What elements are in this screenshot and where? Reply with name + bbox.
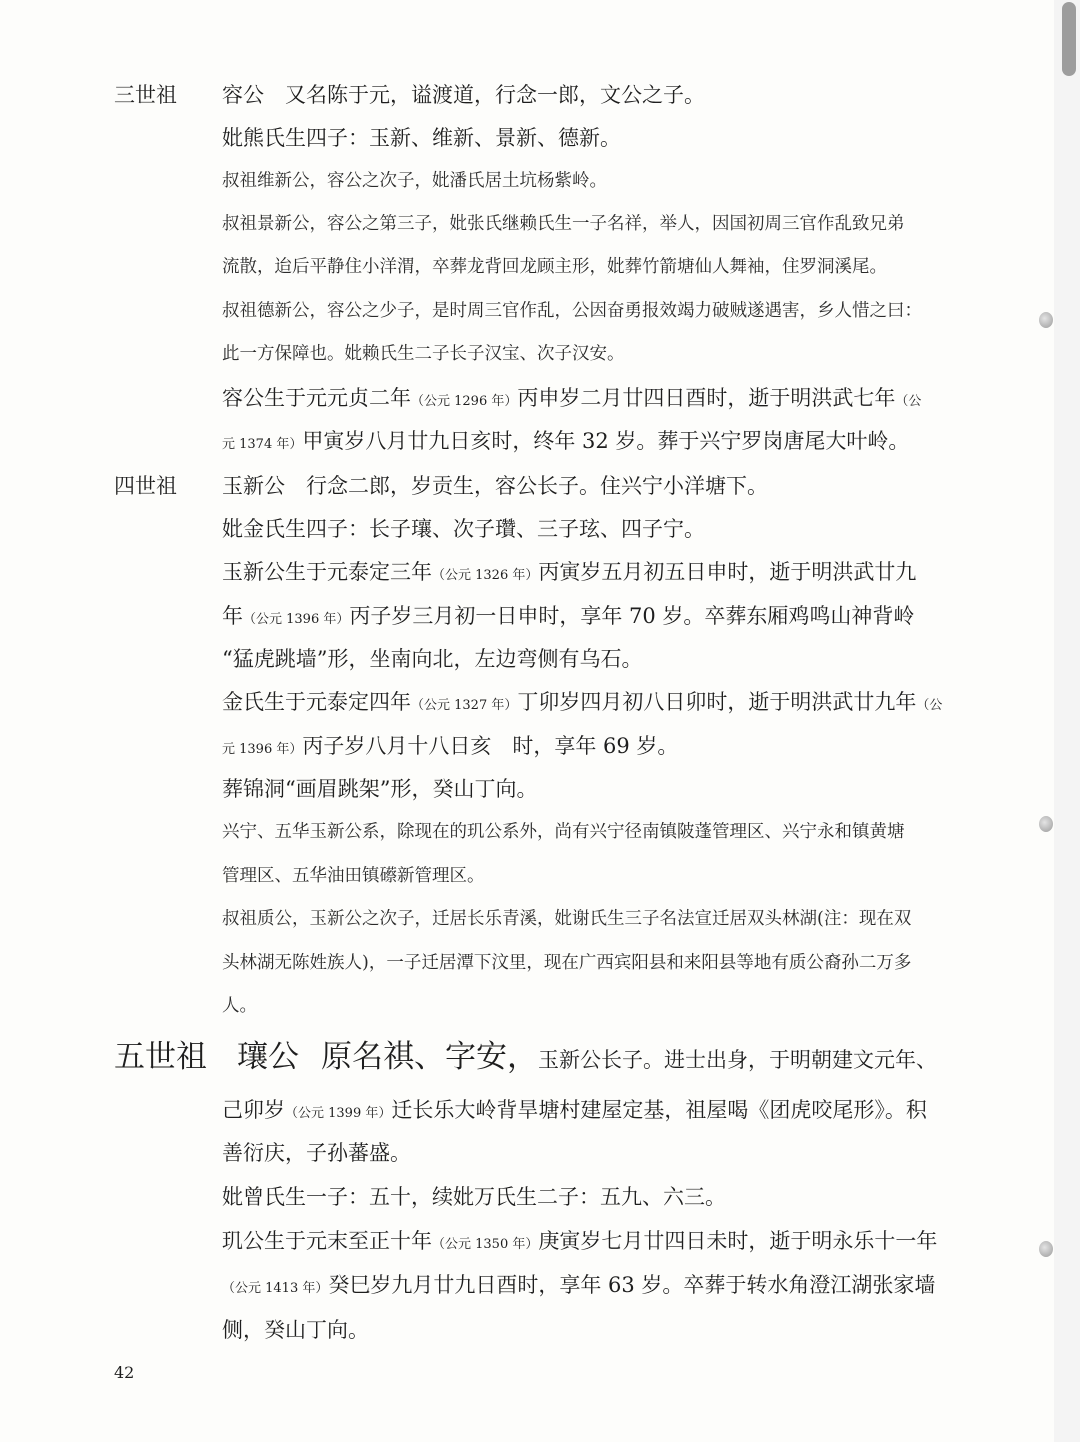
gen4-line-2: 妣金氏生四子：长子瓖、次子瓚、三子玹、四子宁。: [222, 517, 705, 541]
gen4-label: 四世祖: [114, 474, 177, 498]
gen3-line-7: 此一方保障也。妣赖氏生二子长子汉宝、次子汉安。: [222, 344, 625, 364]
text: 年: [222, 604, 243, 628]
year-note: （公元 1327 年）: [411, 698, 518, 713]
gen5-line-4: 妣曾氏生一子：五十，续妣万氏生二子：五九、六三。: [222, 1185, 726, 1209]
year-note: （公元 1296 年）: [411, 394, 518, 409]
gen3-line-5: 流散，迨后平静住小洋渭，卒葬龙背回龙顾主形，妣葬竹箭塘仙人舞袖，住罗洞溪尾。: [222, 257, 887, 277]
year-note: （公元 1413 年）: [222, 1281, 329, 1296]
text: 丁卯岁四月初八日卯时，逝于明洪武廿九年: [517, 690, 917, 714]
gen5-line-3: 善衍庆，子孙蕃盛。: [222, 1141, 411, 1165]
text: 己卯岁: [222, 1098, 285, 1122]
text: 庚寅岁七月廿四日未时，逝于明永乐十一年: [538, 1229, 938, 1253]
text: 玑公生于元末至正十年: [222, 1229, 432, 1253]
gen4-branch-line-2: 管理区、五华油田镇礤新管理区。: [222, 866, 485, 886]
text: 金氏生于元泰定四年: [222, 690, 411, 714]
gen3-line-6: 叔祖德新公，容公之少子，是时周三官作乱，公因奋勇报效竭力破贼遂遇害，乡人惜之曰：: [222, 301, 922, 321]
gen4-birth2-line-2: [222, 736, 678, 757]
text: 丙子岁三月初一日申时，享年 70 岁。卒葬东厢鸡鸣山神背岭: [349, 604, 915, 628]
gen4-burial-line: 葬锦洞“画眉跳架”形，癸山丁向。: [222, 777, 538, 801]
gen3-line-3: 叔祖维新公，容公之次子，妣潘氏居土坑杨紫岭。: [222, 171, 607, 191]
binding-hole-1: [1039, 312, 1053, 328]
text: 癸巳岁九月廿九日酉时，享年 63 岁。卒葬于转水角澄江湖张家墙: [328, 1273, 936, 1297]
year-note: （公元 1350 年）: [432, 1237, 539, 1252]
text: 迁长乐大岭背旱塘村建屋定基，祖屋喝《团虎咬尾形》。积: [391, 1098, 927, 1122]
gen5-birth-line-1: [222, 1231, 937, 1252]
gen3-birth-line-1: [222, 388, 921, 409]
binding-hole-2: [1039, 816, 1053, 832]
binding-hole-3: [1039, 1241, 1053, 1257]
text: 甲寅岁八月廿九日亥时，终年 32 岁。葬于兴宁罗岗唐尾大叶岭。: [302, 429, 910, 453]
gen4-birth1-line-3: “猛虎跳墙”形，坐南向北，左边弯侧有乌石。: [222, 647, 643, 671]
year-note: （公元 1396 年）: [243, 612, 350, 627]
gen5-alias: 原名祺、字安，: [321, 1039, 538, 1075]
year-note: （公元 1399 年）: [285, 1106, 392, 1121]
text: 丙寅岁五月初五日申时，逝于明洪武廿九: [538, 560, 917, 584]
gen4-branch-line-4: 头林湖无陈姓族人)，一子迁居潭下汶里，现在广西宾阳县和来阳县等地有质公裔孙二万多: [222, 953, 912, 973]
year-note: （公元 1326 年）: [432, 568, 539, 583]
gen5-line-2: [222, 1100, 927, 1121]
gen4-branch-line-5: 人。: [222, 996, 257, 1016]
gen3-line-1: 容公 又名陈于元，谥渡道，行念一郎，文公之子。: [222, 83, 705, 107]
year-note: （公: [916, 698, 943, 713]
gen4-birth1-line-2: [222, 606, 914, 627]
gen3-birth-line-2: [222, 431, 909, 452]
gen5-rest: 玉新公长子。进士出身，于明朝建文元年、: [538, 1048, 937, 1072]
year-note: （公: [895, 394, 922, 409]
gen3-label: 三世祖: [114, 83, 177, 107]
scrollbar-thumb[interactable]: [1062, 2, 1076, 76]
gen3-line-4: 叔祖景新公，容公之第三子，妣张氏继赖氏生一子名祥，举人，因国初周三官作乱致兄弟: [222, 214, 905, 234]
gen4-branch-line-3: 叔祖质公，玉新公之次子，迁居长乐青溪，妣谢氏生三子名法宣迁居双头林湖(注：现在双: [222, 909, 912, 929]
year-note: 元 1374 年）: [222, 437, 303, 452]
gen5-name: 瓖公: [237, 1039, 299, 1075]
text: 丙申岁二月廿四日酉时，逝于明洪武七年: [517, 386, 896, 410]
gen4-birth2-line-1: [222, 692, 942, 713]
gen4-branch-line-1: 兴宁、五华玉新公系，除现在的玑公系外，尚有兴宁径南镇陂蓬管理区、兴宁永和镇黄塘: [222, 822, 905, 842]
page-number: 42: [114, 1363, 135, 1382]
text: 丙子岁八月十八日亥 时，享年 69 岁。: [302, 734, 679, 758]
text: 容公生于元元贞二年: [222, 386, 411, 410]
gen5-birth-line-2: [222, 1275, 935, 1296]
scrollbar[interactable]: [1054, 0, 1080, 1442]
text: 玉新公生于元泰定三年: [222, 560, 432, 584]
gen5-label: 五世祖: [114, 1039, 207, 1075]
year-note: 元 1396 年）: [222, 742, 303, 757]
gen5-birth-line-3: 侧，癸山丁向。: [222, 1318, 369, 1342]
gen3-line-2: 妣熊氏生四子：玉新、维新、景新、德新。: [222, 126, 621, 150]
gen5-heading: [114, 1039, 937, 1075]
gen4-line-1: 玉新公 行念二郎，岁贡生，容公长子。住兴宁小洋塘下。: [222, 474, 768, 498]
gen4-birth1-line-1: [222, 562, 916, 583]
